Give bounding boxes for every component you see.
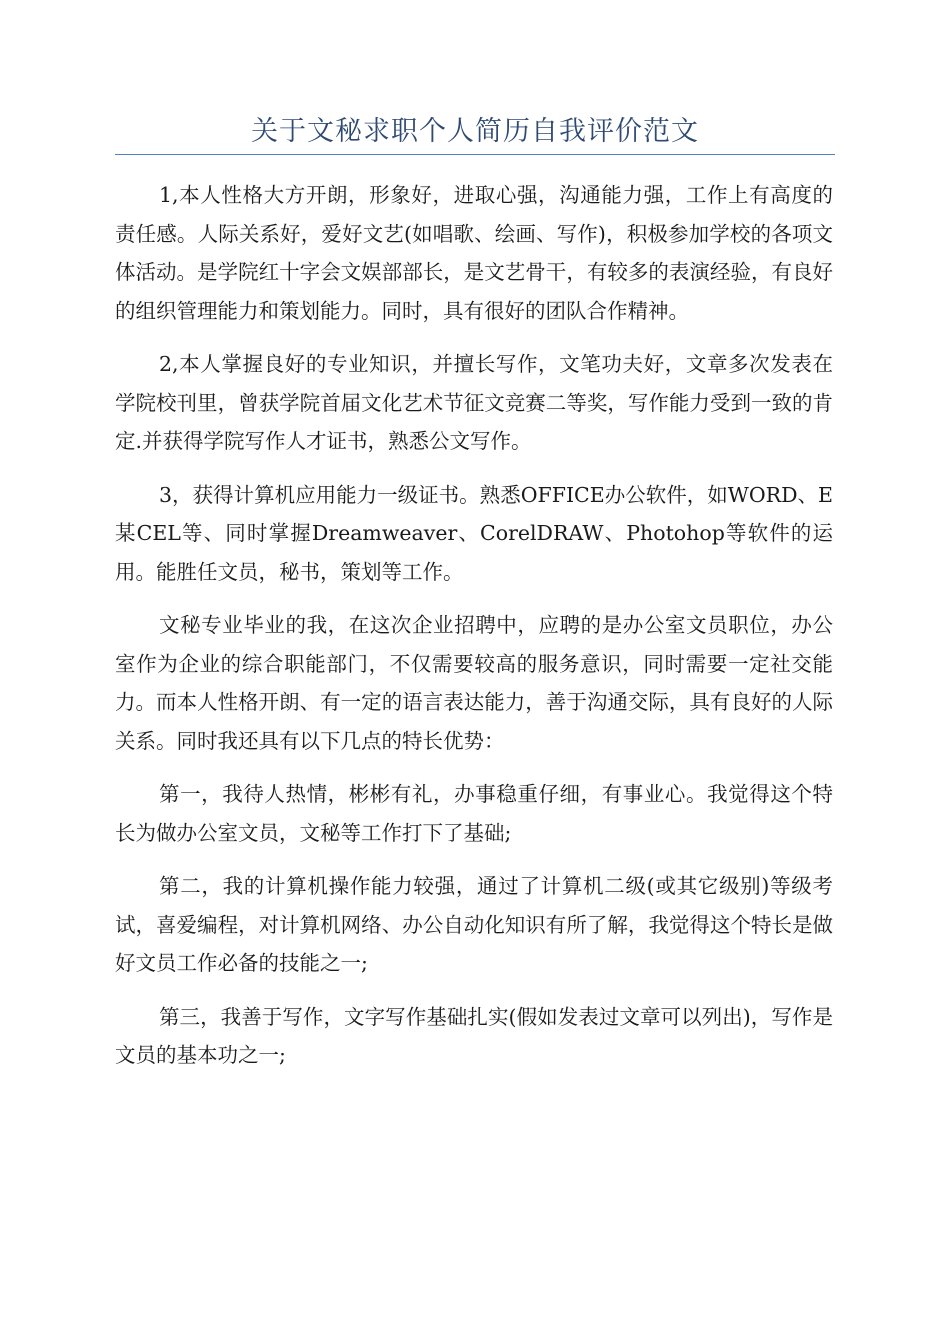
document-title: 关于文秘求职个人简历自我评价范文 (251, 116, 699, 147)
paragraph-5: 第一，我待人热情，彬彬有礼，办事稳重仔细，有事业心。我觉得这个特长为做办公室文员，文秘等工作打下了基础; (115, 782, 833, 845)
document-body (115, 176, 833, 1090)
title-underline (115, 154, 835, 155)
paragraph-1: 1,本人性格大方开朗，形象好，进取心强，沟通能力强，工作上有高度的责任感。人际关系好，爱好文艺(如唱歌、绘画、写作)，积极参加学校的各项文体活动。是学院红十字会文娱部部长，是文艺骨干，有较多的表演经验，有良好的组织管理能力和策划能力。同时，具有很好的团队合作精神。 (115, 183, 833, 323)
paragraph-2: 2,本人掌握良好的专业知识，并擅长写作，文笔功夫好，文章多次发表在学院校刊里，曾获学院首届文化艺术节征文竞赛二等奖，写作能力受到一致的肯定.并获得学院写作人才证书，熟悉公文写作。 (115, 352, 833, 453)
paragraph-7: 第三，我善于写作，文字写作基础扎实(假如发表过文章可以列出)，写作是文员的基本功之一; (115, 1004, 833, 1067)
paragraph-4: 文秘专业毕业的我，在这次企业招聘中，应聘的是办公室文员职位，办公室作为企业的综合职能部门，不仅需要较高的服务意识，同时需要一定社交能力。而本人性格开朗、有一定的语言表达能力，善于沟通交际，具有良好的人际关系。同时我还具有以下几点的特长优势： (115, 613, 833, 753)
paragraph-6: 第二，我的计算机操作能力较强，通过了计算机二级(或其它级别)等级考试，喜爱编程，对计算机网络、办公自动化知识有所了解，我觉得这个特长是做好文员工作必备的技能之一; (115, 874, 833, 975)
paragraph-3: 3，获得计算机应用能力一级证书。熟悉OFFICE办公软件，如WORD、E某CEL等、同时掌握Dreamweaver、CorelDRAW、Photohop等软件的运用。能胜任文员，秘书，策划等工作。 (115, 482, 833, 584)
